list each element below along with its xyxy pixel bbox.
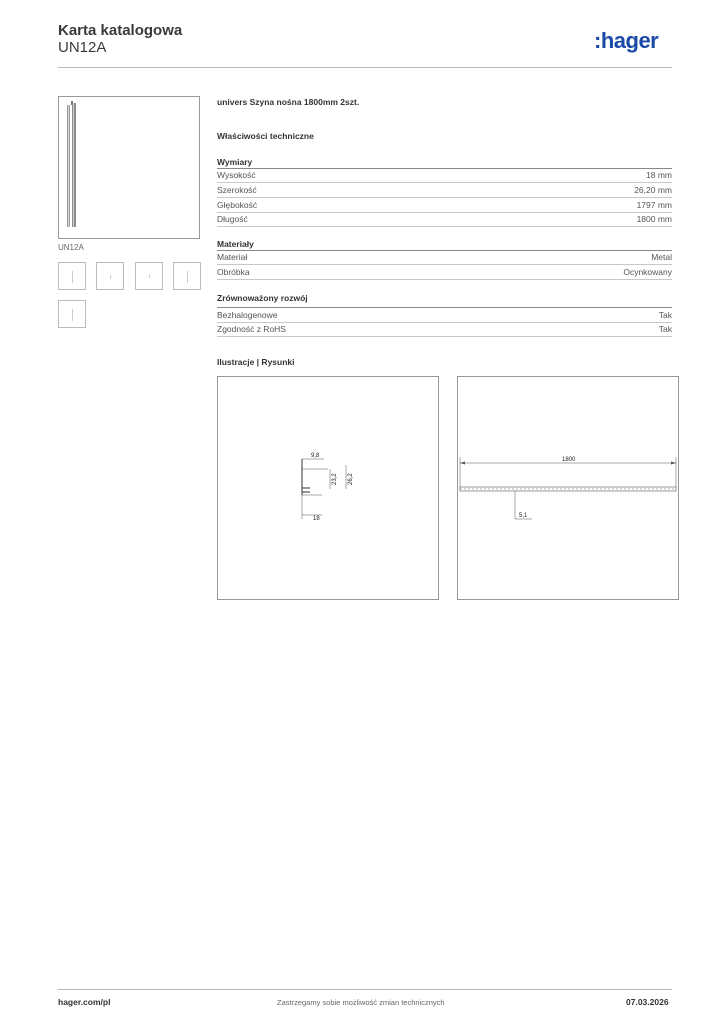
product-image [58,96,200,239]
spec-value: 1800 mm [636,214,672,224]
footer-divider [58,989,672,990]
spec-row [217,251,672,265]
dimension-label: 9,8 [311,453,320,459]
dimension-label: 5,1 [519,513,528,519]
dimension-label: 26,2 [348,473,354,485]
spec-row [217,199,672,213]
spec-label: Długość [217,214,248,224]
spec-row [217,184,672,198]
website-link[interactable]: hager.com/pl [58,997,111,1007]
sustainability-heading: Zrównoważony rozwój [217,293,308,303]
section-divider [217,307,672,308]
disclaimer: Zastrzegamy sobie możliwość zmian technicznych [277,998,445,1007]
document-title: Karta katalogowa [58,22,183,39]
thumbnail[interactable] [58,262,86,290]
spec-label: Głębokość [217,200,258,210]
spec-value: 26,20 mm [634,185,672,195]
cross-section-drawing [217,376,439,600]
hager-logo: :hager [594,28,659,53]
spec-label: Obróbka [217,267,250,277]
image-caption: UN12A [58,243,84,252]
thumbnail[interactable] [58,300,86,328]
spec-label: Materiał [217,252,248,262]
spec-value: Ocynkowany [623,267,672,277]
spec-label: Wysokość [217,170,256,180]
thumbnail[interactable] [135,262,163,290]
spec-label: Szerokość [217,185,257,195]
spec-row [217,169,672,183]
rail-icon [59,97,199,238]
thumbnail[interactable] [173,262,201,290]
illustrations-heading: Ilustracje | Rysunki [217,357,295,367]
product-code: UN12A [58,39,107,56]
spec-label: Zgodność z RoHS [217,324,286,334]
materials-heading: Materiały [217,239,254,249]
spec-value: 1797 mm [636,200,672,210]
spec-row [217,213,672,227]
document-date: 07.03.2026 [626,997,669,1007]
spec-value: Tak [658,324,672,334]
spec-row [217,309,672,323]
product-title: univers Szyna nośna 1800mm 2szt. [217,97,360,107]
spec-value: Metal [651,252,672,262]
dimension-label: 18 [313,516,320,522]
spec-row [217,323,672,337]
dimensions-heading: Wymiary [217,157,253,167]
length-drawing [457,376,679,600]
dimension-label: 23,2 [332,473,338,485]
dimension-label: 1800 [562,457,576,463]
spec-value: 18 mm [646,170,672,180]
thumbnail[interactable] [96,262,124,290]
spec-label: Bezhalogenowe [217,310,278,320]
header-divider [58,67,672,68]
technical-properties-heading: Właściwości techniczne [217,131,314,141]
spec-value: Tak [658,310,672,320]
spec-row [217,266,672,280]
